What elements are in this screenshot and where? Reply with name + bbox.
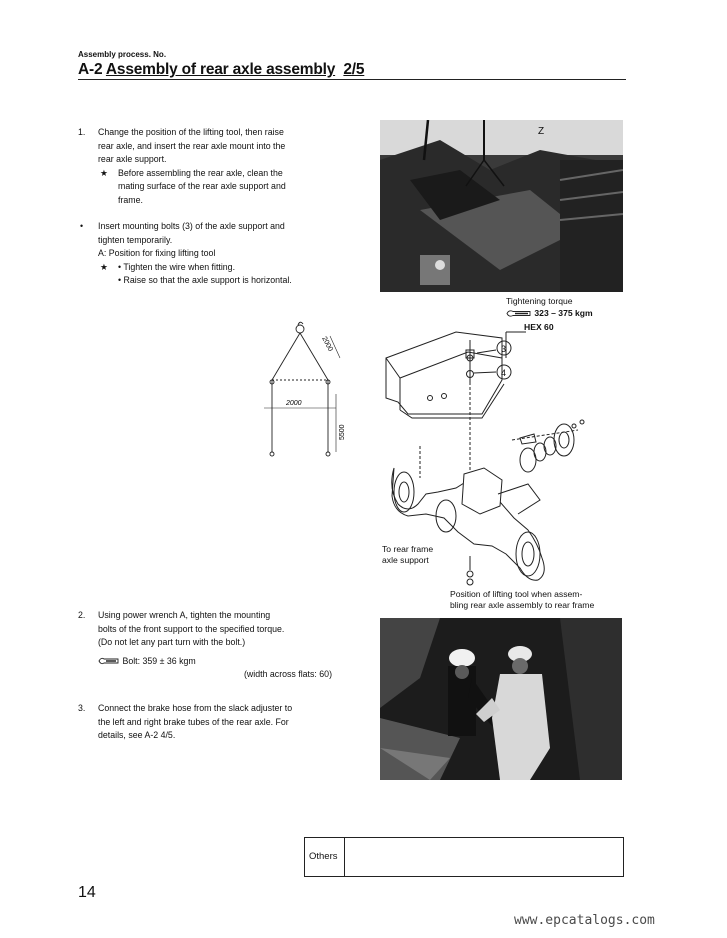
step-2-number: 2. — [78, 610, 86, 620]
step-1-line: Change the position of the lifting tool, then raise — [98, 127, 284, 137]
callout-3: 3 — [501, 344, 507, 354]
step-1-note — [98, 167, 334, 208]
step-1-bolts — [78, 220, 338, 290]
crane-lifting-photo — [380, 120, 623, 292]
callout-4: 4 — [501, 368, 507, 378]
others-box — [304, 837, 624, 877]
note-line: • Raise so that the axle support is horizontal. — [118, 275, 292, 286]
workers-photo — [380, 618, 622, 780]
step-3-line: the left and right brake tubes of the rear axle. For — [98, 716, 289, 727]
note-line: mating surface of the rear axle support and — [118, 181, 286, 192]
sling-diagram — [256, 316, 348, 462]
lifting-label-line: Position of lifting tool when assem- — [450, 589, 583, 599]
torque-wrench-icon — [506, 309, 532, 318]
step-3 — [78, 702, 334, 747]
width-across-flats: (width across flats: 60) — [244, 669, 332, 680]
step-2-line: Using power wrench A, tighten the mounting — [98, 610, 271, 620]
step-1-number: 1. — [78, 127, 86, 137]
note-line: Before assembling the rear axle, clean the — [118, 167, 283, 178]
page-number: 14 — [78, 884, 96, 901]
others-label: Others — [309, 851, 338, 862]
torque-wrench-icon — [98, 657, 120, 665]
star-icon: ★ — [100, 261, 108, 272]
tightening-torque-label: Tightening torque — [506, 296, 573, 306]
watermark: www.epcatalogs.com — [514, 913, 655, 928]
bolt-torque-value: Bolt: 359 ± 36 kgm — [122, 655, 196, 666]
step-1-line: rear axle support. — [98, 154, 167, 165]
header-rule — [78, 79, 626, 80]
step-2-line: bolts of the front support to the specified torque. — [98, 623, 285, 634]
star-icon: ★ — [100, 167, 108, 178]
step-1-bolts-note — [98, 261, 338, 288]
step-1-line: rear axle, and insert the rear axle mount into the — [98, 140, 286, 151]
page-title — [78, 61, 364, 79]
frame-label-line: axle support — [382, 555, 429, 565]
to-rear-frame-label — [382, 544, 433, 566]
bolt-torque — [98, 655, 334, 669]
step-line: A: Position for fixing lifting tool — [98, 248, 216, 259]
hex-size: HEX 60 — [524, 322, 554, 332]
bullet-icon: • — [80, 221, 84, 231]
step-line: Insert mounting bolts (3) of the axle support and — [98, 221, 285, 231]
step-2 — [78, 609, 334, 689]
frame-label-line: To rear frame — [382, 544, 434, 554]
photo-marker: Z — [538, 126, 545, 137]
torque-range: 323 – 375 kgm — [534, 308, 593, 318]
step-line: tighten temporarily. — [98, 234, 173, 245]
assembly-process-label: Assembly process. No. — [78, 50, 167, 59]
sling-dim-top: 2000 — [320, 335, 334, 353]
sling-dim-mid: 2000 — [286, 400, 302, 407]
note-line: • Tighten the wire when fitting. — [118, 261, 236, 272]
title-text: Assembly of rear axle assembly — [105, 61, 336, 78]
step-3-line: details, see A-2 4/5. — [98, 730, 176, 741]
step-2-line: (Do not let any part turn with the bolt.) — [98, 637, 246, 648]
others-divider — [344, 838, 345, 876]
sling-dim-side: 5500 — [339, 424, 346, 440]
note-line: frame. — [118, 194, 143, 205]
lifting-label-line: bling rear axle assembly to rear frame — [450, 600, 595, 610]
lifting-position-label — [450, 589, 594, 611]
title-page: 2/5 — [343, 61, 365, 78]
step-1 — [78, 126, 334, 226]
step-3-number: 3. — [78, 703, 86, 713]
step-3-line: Connect the brake hose from the slack adjuster to — [98, 703, 293, 713]
title-code: A-2 — [78, 61, 103, 78]
